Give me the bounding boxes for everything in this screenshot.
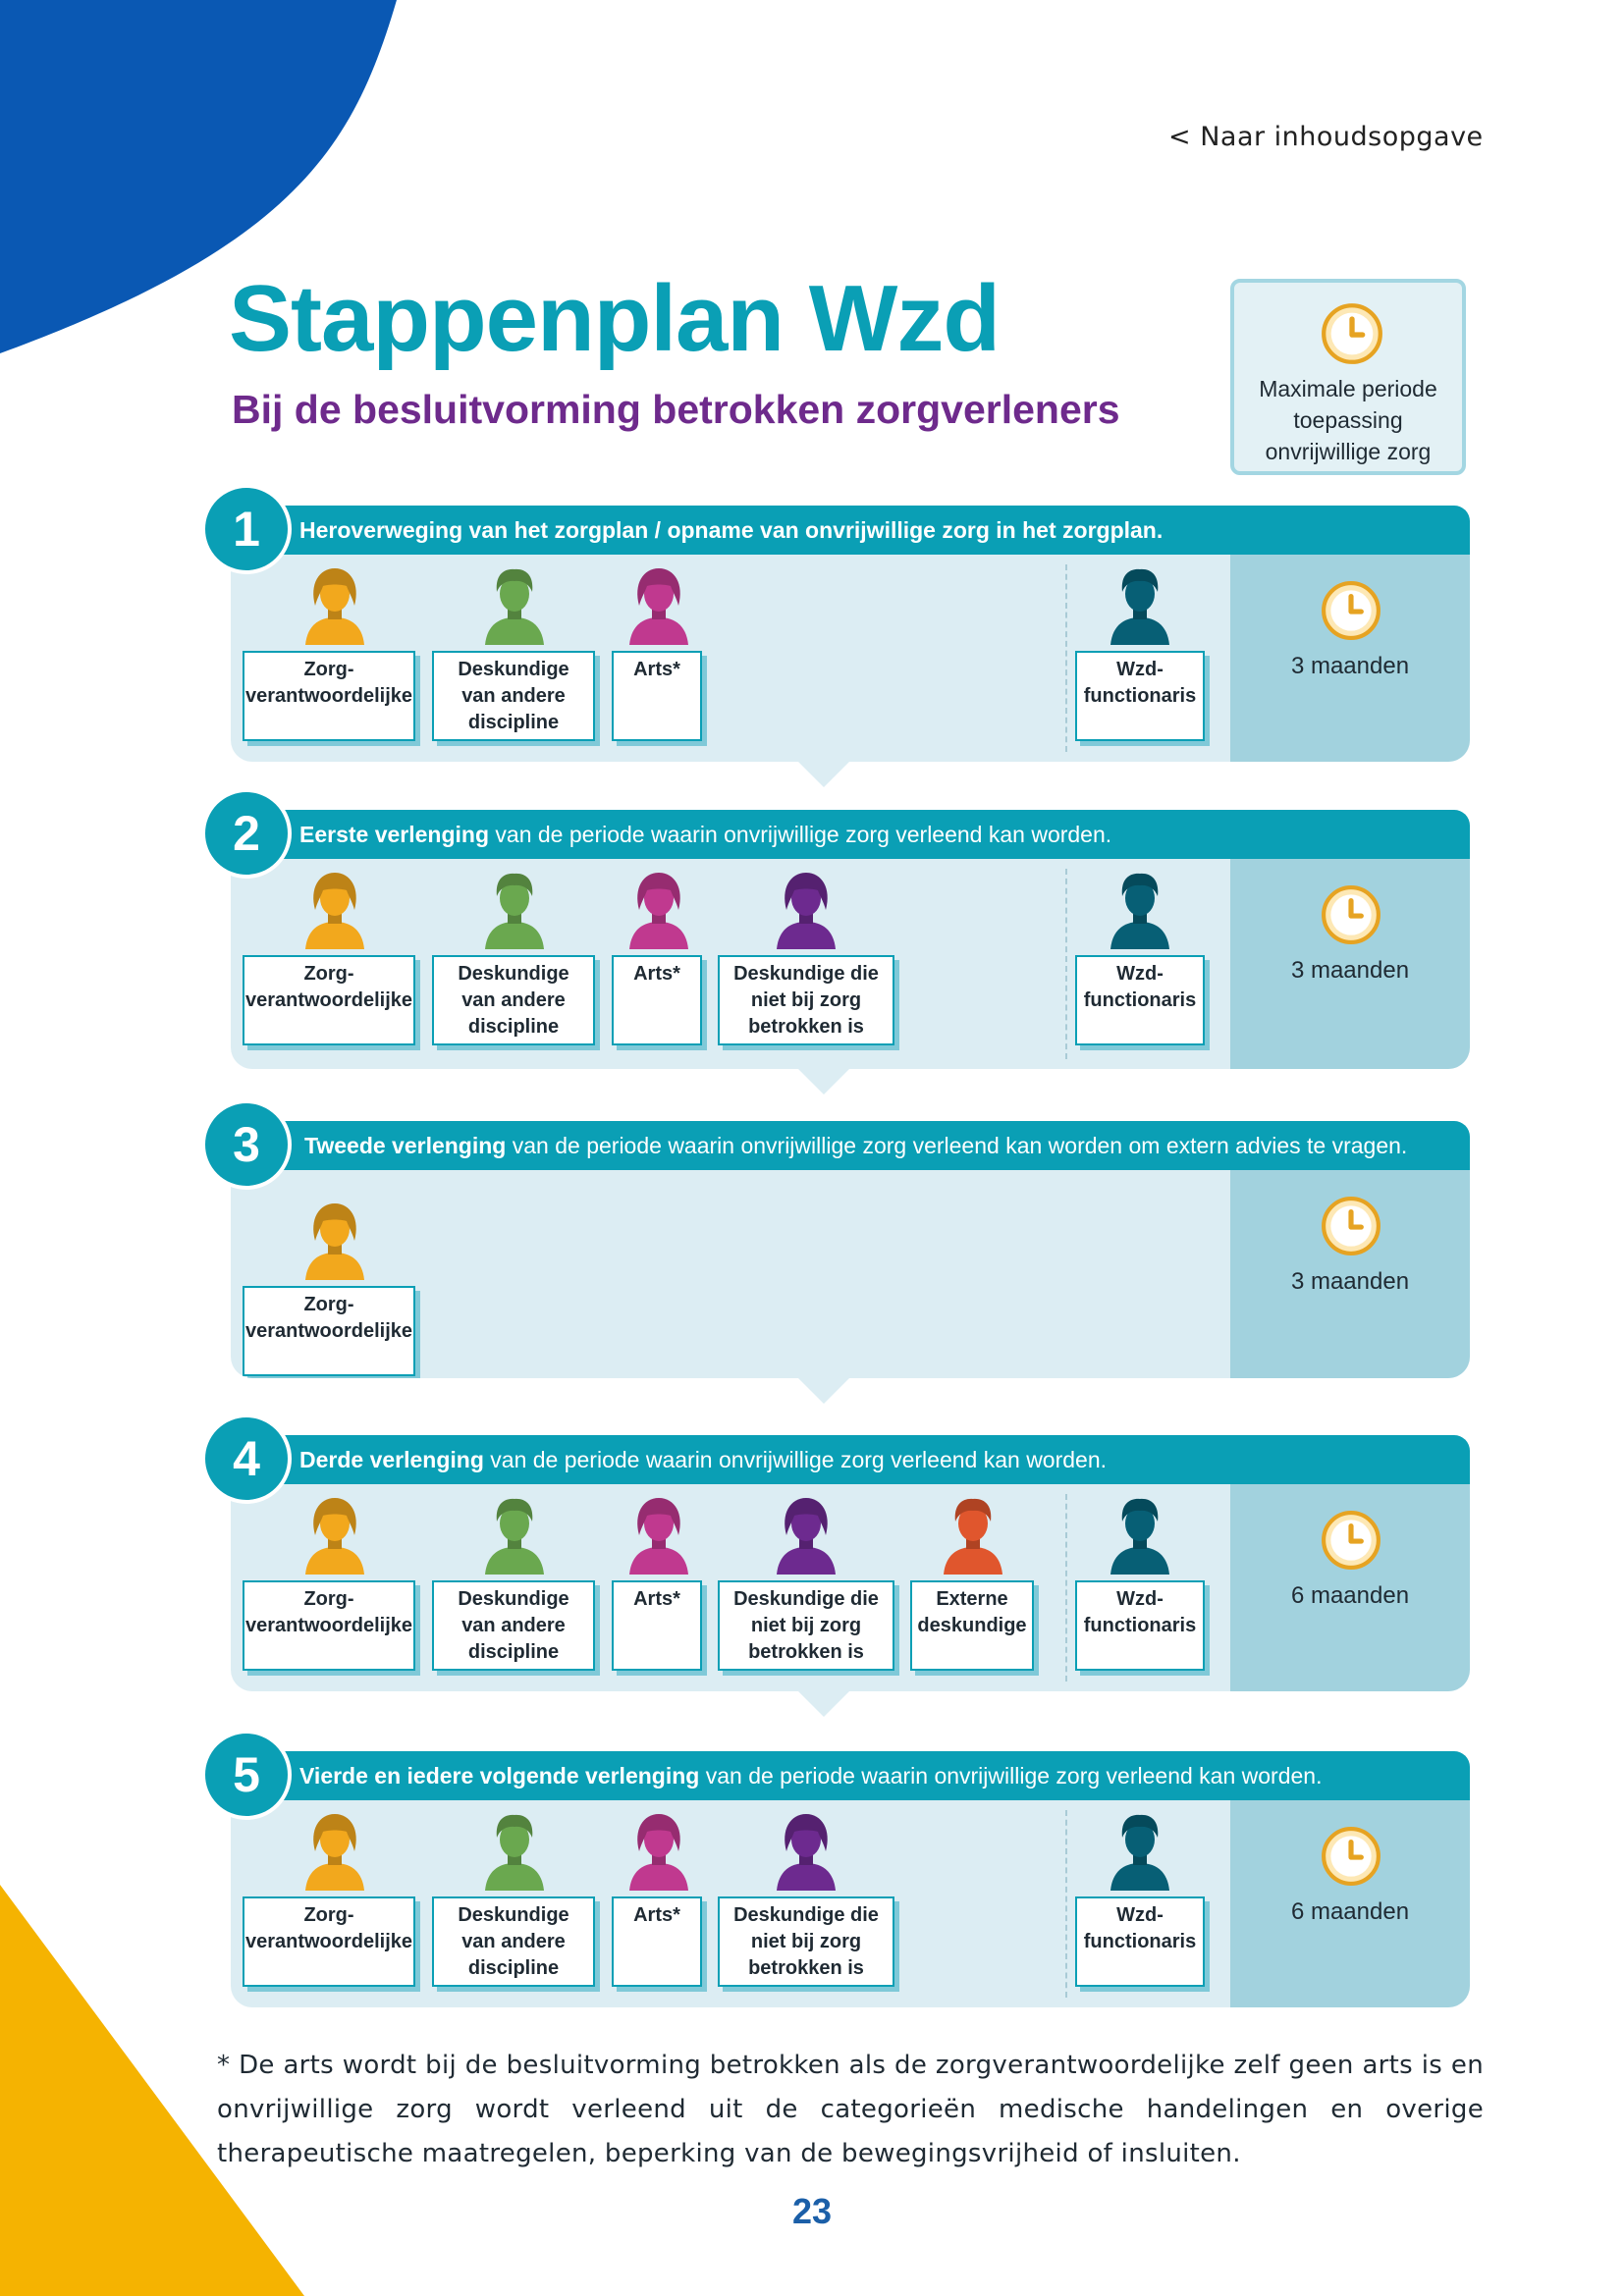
step-title — [299, 1435, 1107, 1484]
role-card: Deskundige die niet bij zorg betrokken is — [718, 955, 894, 1045]
role-card: Arts* — [612, 1580, 702, 1671]
person-wzd — [1075, 1810, 1272, 1987]
page-subtitle: Bij de besluitvorming betrokken zorgverleners — [232, 387, 1120, 432]
step-header — [231, 1435, 1470, 1484]
role-card: Zorg- verantwoordelijke — [243, 1580, 415, 1671]
step-title-bold: Tweede verlenging — [304, 1133, 507, 1158]
clock-icon — [1321, 884, 1381, 950]
dashed-separator — [1065, 564, 1067, 752]
step-1 — [201, 502, 1470, 762]
role-card: Deskundige die niet bij zorg betrokken is — [718, 1580, 894, 1671]
person-deskundige-niet — [718, 1494, 914, 1671]
step-body — [231, 555, 1470, 762]
person-deskundige-andere — [432, 1494, 628, 1671]
clock-icon — [1321, 1510, 1381, 1575]
role-card: Wzd- functionaris — [1075, 1580, 1205, 1671]
person-zorg — [243, 564, 439, 741]
role-card: Zorg- verantwoordelijke — [243, 1286, 415, 1376]
step-title-bold: Eerste verlenging — [299, 822, 490, 847]
step-title — [299, 810, 1111, 859]
person-wzd — [1075, 1494, 1272, 1671]
step-pointer-arrow — [798, 1378, 849, 1404]
back-to-contents-link[interactable]: < Naar inhoudsopgave — [1168, 122, 1484, 152]
role-card: Deskundige van andere discipline — [432, 955, 595, 1045]
person-deskundige-andere — [432, 869, 628, 1045]
dashed-separator — [1065, 1810, 1067, 1998]
role-card: Wzd- functionaris — [1075, 1896, 1205, 1987]
period-text: 3 maanden — [1290, 1268, 1410, 1295]
step-5 — [201, 1747, 1470, 2007]
role-card: Wzd- functionaris — [1075, 955, 1205, 1045]
period-column — [1230, 1170, 1470, 1378]
step-3 — [201, 1117, 1470, 1378]
step-4 — [201, 1431, 1470, 1691]
step-title — [304, 1121, 1407, 1170]
step-body — [231, 859, 1470, 1069]
person-zorg — [243, 1494, 439, 1671]
step-title-bold: Heroverweging van het zorgplan / opname van onvrijwillige zorg in het zorgplan. — [299, 517, 1164, 543]
person-wzd — [1075, 564, 1272, 741]
step-body — [231, 1484, 1470, 1691]
person-zorg — [243, 1810, 439, 1987]
role-card: Deskundige die niet bij zorg betrokken is — [718, 1896, 894, 1987]
role-card: Zorg- verantwoordelijke — [243, 1896, 415, 1987]
clock-icon — [1321, 1196, 1381, 1261]
step-title-bold: Derde verlenging — [299, 1447, 484, 1472]
legend-text: Maximale periode toepassing onvrijwillige zorg — [1259, 376, 1437, 464]
role-card: Deskundige van andere discipline — [432, 651, 595, 741]
dashed-separator — [1065, 869, 1067, 1059]
step-header — [231, 1751, 1470, 1800]
step-title-bold: Vierde en iedere volgende verlenging — [299, 1763, 700, 1789]
person-zorg — [243, 869, 439, 1045]
clock-icon — [1321, 302, 1383, 370]
period-text: 3 maanden — [1290, 653, 1410, 679]
role-card: Arts* — [612, 651, 702, 741]
legend-box — [1230, 279, 1466, 475]
role-card: Zorg- verantwoordelijke — [243, 955, 415, 1045]
page-title: Stappenplan Wzd — [229, 266, 1000, 371]
step-title-rest: van de periode waarin onvrijwillige zorg verleend kan worden om extern advies te vragen. — [506, 1133, 1408, 1158]
step-pointer-arrow — [798, 762, 849, 787]
role-card: Zorg- verantwoordelijke — [243, 651, 415, 741]
step-header — [231, 506, 1470, 555]
period-text: 3 maanden — [1290, 957, 1410, 984]
footnote: * De arts wordt bij de besluitvorming betrokken als de zorgverantwoordelijke zelf geen arts is en onvrijwillige zorg wordt verleend uit de categorieën medische handelingen en overige therapeutische maatregelen, beperking van de bewegingsvrijheid of insluiten. — [217, 2051, 1484, 2168]
step-title-rest: van de periode waarin onvrijwillige zorg verleend kan worden. — [699, 1763, 1323, 1789]
step-title — [299, 1751, 1322, 1800]
role-card: Arts* — [612, 1896, 702, 1987]
step-title — [299, 506, 1163, 555]
step-body — [231, 1170, 1470, 1378]
person-deskundige-andere — [432, 1810, 628, 1987]
person-zorg — [243, 1200, 439, 1376]
step-pointer-arrow — [798, 1069, 849, 1095]
step-body — [231, 1800, 1470, 2007]
step-pointer-arrow — [798, 1691, 849, 1717]
step-number-badge: 1 — [201, 484, 292, 574]
clock-icon — [1321, 1826, 1381, 1892]
person-deskundige-niet — [718, 869, 914, 1045]
person-wzd — [1075, 869, 1272, 1045]
step-number-badge: 2 — [201, 788, 292, 879]
role-card: Deskundige van andere discipline — [432, 1580, 595, 1671]
period-text: 6 maanden — [1290, 1898, 1410, 1925]
clock-icon — [1321, 580, 1381, 646]
person-deskundige-andere — [432, 564, 628, 741]
page-number: 23 — [791, 2191, 833, 2231]
person-arts — [612, 564, 808, 741]
step-header — [231, 810, 1470, 859]
period-text: 6 maanden — [1290, 1582, 1410, 1609]
step-number-badge: 3 — [201, 1099, 292, 1190]
step-number-badge: 5 — [201, 1730, 292, 1820]
step-title-rest: van de periode waarin onvrijwillige zorg verleend kan worden. — [483, 1447, 1108, 1472]
step-title-rest: van de periode waarin onvrijwillige zorg verleend kan worden. — [489, 822, 1112, 847]
role-card: Wzd- functionaris — [1075, 651, 1205, 741]
step-number-badge: 4 — [201, 1414, 292, 1504]
role-card: Deskundige van andere discipline — [432, 1896, 595, 1987]
person-deskundige-niet — [718, 1810, 914, 1987]
step-header — [231, 1121, 1470, 1170]
role-card: Externe deskundige — [910, 1580, 1034, 1671]
role-card: Arts* — [612, 955, 702, 1045]
step-2 — [201, 806, 1470, 1069]
